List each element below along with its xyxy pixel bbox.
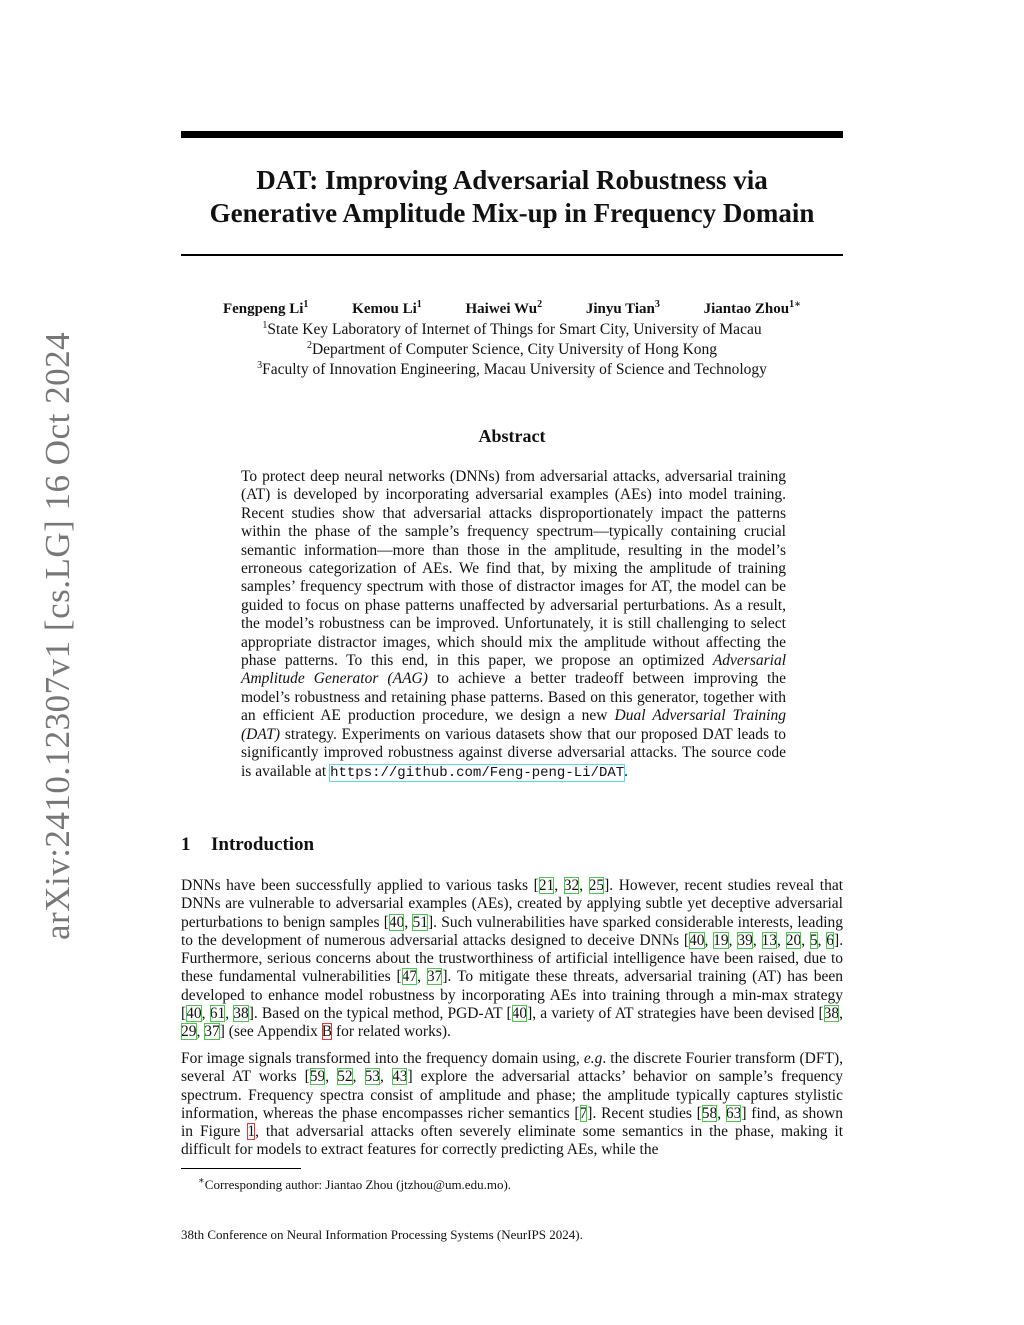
citation-link[interactable]: 40 <box>511 1005 528 1023</box>
arxiv-identifier: arXiv:2410.12307v1 [cs.LG] 16 Oct 2024 <box>38 331 77 940</box>
author: Haiwei Wu$^2$ <box>465 299 543 317</box>
affiliation: $^3$Faculty of Innovation Engineering, Macau University of Science and Technology <box>257 359 767 378</box>
citation-link[interactable]: 32 <box>563 877 580 894</box>
paper-title <box>181 164 843 230</box>
citation-link[interactable]: 40 <box>388 913 405 931</box>
citation-link[interactable]: 59 <box>309 1068 326 1086</box>
citation-link[interactable]: 29 <box>181 1023 197 1041</box>
citation-link[interactable]: 53 <box>364 1068 381 1086</box>
venue-line: 38th Conference on Neural Information Processing Systems (NeurIPS 2024). <box>181 1227 583 1242</box>
citation-link[interactable]: 13 <box>761 931 778 949</box>
footnote: ∗Corresponding author: Jiantao Zhou (jtzhou@um.edu.mo). <box>198 1175 512 1192</box>
citation-link[interactable]: 21 <box>538 877 555 894</box>
citation-link[interactable]: 37 <box>426 968 443 986</box>
citation-link[interactable]: 58 <box>701 1104 718 1122</box>
citation-link[interactable]: 19 <box>713 931 729 949</box>
citation-link[interactable]: 38 <box>823 1005 840 1023</box>
citation-link[interactable]: 40 <box>689 931 705 949</box>
section-heading: 1 Introduction <box>181 834 315 855</box>
abstract-text: To protect deep neural networks (DNNs) from adversarial attacks, adversarial training (AT) is developed by incorporating adversarial examples (AEs) into model training. Recent studies show that adversarial attacks disproportionately impact the patterns within the phase of the sample’s frequency spectrum—typically containing crucial semantic information—more than those in the amplitude, resulting in the model’s erroneous categorization of AEs. We find that, by mixing the amplitude of training samples’ frequency spectrum with those of distractor images for AT, the model can be guided to focus on phase patterns unaffected by adversarial perturbations. As a result, the model’s robustness can be improved. Unfortunately, it is still challenging to select appropriate distractor images, which should mix the amplitude without affecting the phase patterns. To this end, in this paper, we propose an optimized Adversarial Amplitude Generator (AAG) to achieve a better tradeoff between improving the model’s robustness and retaining phase patterns. Based on this generator, together with an efficient AE production procedure, we design a new Dual Adversarial Training (DAT) strategy. Experiments on various datasets show that our proposed DAT leads to significantly improved robustness against diverse adversarial attacks. The source code is available at https://github.com/Feng-peng-Li/DAT. <box>241 468 786 781</box>
affiliation: $^2$Department of Computer Science, City University of Hong Kong <box>306 339 718 358</box>
citation-link[interactable]: 7 <box>579 1104 588 1122</box>
citation-link[interactable]: 40 <box>186 1005 202 1023</box>
title-bottom-rule <box>181 254 843 256</box>
appendix-link[interactable]: B <box>321 1023 333 1041</box>
source-code-link[interactable]: https://github.com/Feng-peng-Li/DAT <box>330 764 625 781</box>
citation-link[interactable]: 47 <box>401 968 418 986</box>
author: Jiantao Zhou$^{1∗}$ <box>703 299 802 317</box>
footnote-rule <box>181 1168 301 1169</box>
author: Fengpeng Li$^1$ <box>222 299 309 317</box>
title-line-2: Generative Amplitude Mix-up in Frequency Domain <box>209 198 815 228</box>
intro-paragraph-1: DNNs have been successfully applied to various tasks [21, 32, 25]. However, recent studies reveal that DNNs are vulnerable to adversarial examples (AEs), created by applying subtle yet deceptive adversarial perturbations to benign samples [40, 51]. Such vulnerabilities have sparked considerable interests, leading to the development of numerous adversarial attacks designed to deceive DNNs [40, 19, 39, 13, 20, 5, 6]. Furthermore, serious concerns about the trustworthiness of artificial intelligence have been raised, due to these fundamental vulnerabilities [47, 37]. To mitigate these threats, adversarial training (AT) has been developed to enhance model robustness by incorporating AEs into training through a min-max strategy [40, 61, 38]. Based on the typical method, PGD-AT [40], a variety of AT strategies have been devised [38, 29, 37] (see Appendix B for related works). <box>181 877 844 1041</box>
citation-link[interactable]: 37 <box>204 1023 220 1041</box>
citation-link[interactable]: 20 <box>785 931 802 949</box>
affiliation: $^1$State Key Laboratory of Internet of Things for Smart City, University of Macau <box>262 319 762 338</box>
citation-link[interactable]: 52 <box>337 1068 353 1086</box>
title-line-1: DAT: Improving Adversarial Robustness via <box>256 165 768 195</box>
intro-paragraph-2: For image signals transformed into the frequency domain using, e.g. the discrete Fourier transform (DFT), several AT works [59, 52, 53, 43] explore the adversarial attacks’ behavior on sample’s frequency spectrum. Frequency spectra consist of amplitude and phase; the amplitude typically captures stylistic information, whereas the phase encompasses richer semantics [7]. Recent studies [58, 63] find, as shown in Figure 1, that adversarial attacks often severely eliminate some semantics in the phase, making it difficult for models to extract features for correctly predicting AEs, while the <box>181 1050 844 1159</box>
citation-link[interactable]: 39 <box>737 931 753 949</box>
author: Jinyu Tian$^3$ <box>585 299 660 317</box>
abstract-heading: Abstract <box>478 426 546 446</box>
citation-link[interactable]: 43 <box>391 1068 408 1086</box>
title-top-rule <box>181 131 843 138</box>
citation-link[interactable]: 61 <box>209 1005 226 1023</box>
citation-link[interactable]: 5 <box>809 931 818 949</box>
citation-link[interactable]: 51 <box>412 913 428 931</box>
citation-link[interactable]: 38 <box>233 1005 249 1023</box>
citation-link[interactable]: 63 <box>725 1104 742 1122</box>
figure-link[interactable]: 1 <box>247 1123 256 1141</box>
citation-link[interactable]: 25 <box>588 877 605 894</box>
citation-link[interactable]: 6 <box>826 931 835 949</box>
author-list <box>181 299 843 319</box>
author: Kemou Li$^1$ <box>352 299 422 317</box>
